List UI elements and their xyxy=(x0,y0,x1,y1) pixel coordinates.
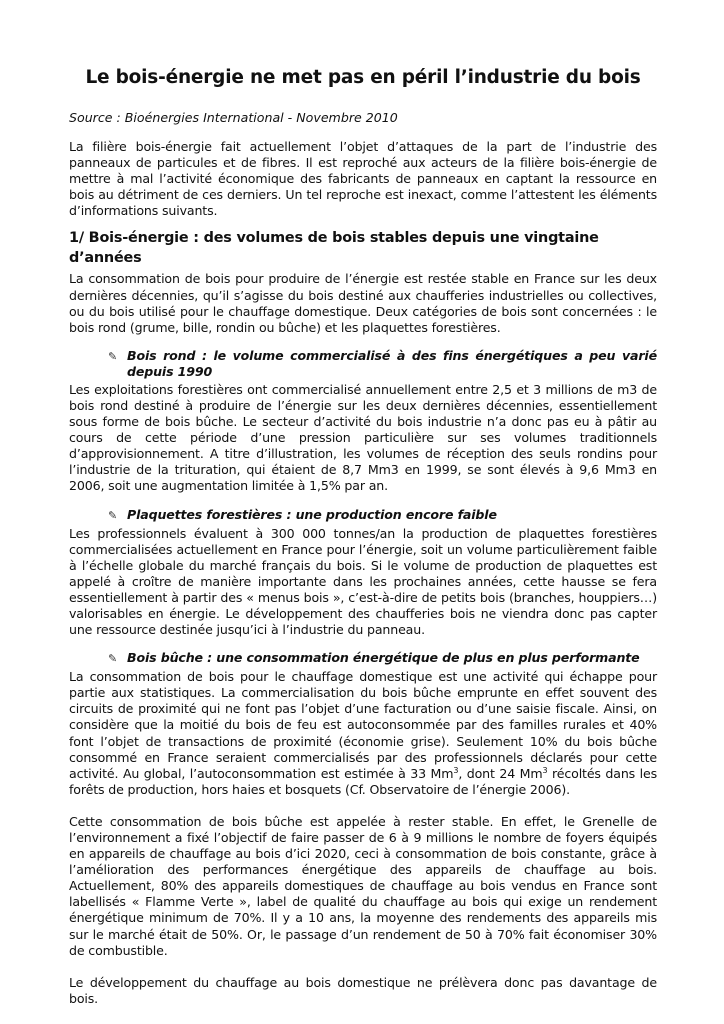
subsection-bois-rond-paragraph: Les exploitations forestières ont commercialisé annuellement entre 2,5 et 3 millions de m3 de bois rond destiné à produire de l’énergie sur les deux dernières décennies, essentiellement sous forme de bois bûche. Le secteur d’activité du bois industrie n’a donc pas eu à pâtir au cours de cette période d’une pression particulière sur ses volumes traditionnels d’approvisionnement. A titre d’illustration, les volumes de réception des seuls rondins pour l’industrie de la trituration, qui étaient de 8,7 Mm3 en 1999, se sont élevés à 9,6 Mm3 en 2006, soit une augmentation limitée à 1,5% par an. xyxy=(69,381,657,494)
subsection-heading-text: Bois rond : le volume commercialisé à des fins énergétiques a peu varié depuis 1990 xyxy=(127,347,657,379)
superscript: 3 xyxy=(453,765,459,775)
spacer xyxy=(69,959,657,975)
subsection-bois-buche-paragraph xyxy=(69,669,657,798)
paragraph-text: La consommation de bois pour le chauffage domestique est une activité qui échappe pour partie aux statistiques. La commercialisation du bois bûche emprunte en effet souvent des circuits de proximité qui ne font pas l’objet d’une facturation ou d’une saisie fiscale. Ainsi, on considère que la moitié du bois de feu est autoconsommée par des familles rurales et 40% font l’objet de transactions de proximité (économie grise). Seulement 10% du bois bûche consommé en France seraient commercialisés par des professionnels déclarés pour cette activité. Au global, l’autoconsommation est estimée à 33 Mm xyxy=(69,669,657,781)
subsection-bois-rond-heading xyxy=(69,348,657,379)
subsection-heading-text: Bois bûche : une consommation énergétique de plus en plus performante xyxy=(127,650,640,666)
conclusion-paragraph: Le développement du chauffage au bois domestique ne prélèvera donc pas davantage de bois. xyxy=(69,974,657,1006)
subsection-heading-text: Plaquettes forestières : une production encore faible xyxy=(127,506,497,522)
pencil-bullet-icon: ✎ xyxy=(108,652,118,666)
subsection-bois-buche-heading xyxy=(69,650,657,666)
subsection-plaquettes-heading xyxy=(69,507,657,523)
section-1-paragraph: La consommation de bois pour produire de l’énergie est restée stable en France sur les deux dernières décennies, qu’il s’agisse du bois destiné aux chaufferies industrielles ou collectives, ou du bois utilisé pour le chauffage domestique. Deux catégories de bois sont concernées : le bois rond (grume, bille, rondin ou bûche) et les plaquettes forestières. xyxy=(69,271,657,335)
source-line: Source : Bioénergies International - Novembre 2010 xyxy=(69,110,398,125)
superscript: 3 xyxy=(542,765,548,775)
intro-paragraph: La filière bois-énergie fait actuellement l’objet d’attaques de la part de l’industrie des panneaux de particules et de fibres. Il est reproché aux acteurs de la filière bois-énergie de mettre à mal l’activité économique des fabricants de panneaux en captant la ressource en bois au détriment de ces derniers. Un tel reproche est inexact, comme l’attestent les éléments d’informations suivants. xyxy=(69,139,657,219)
document-title: Le bois-énergie ne met pas en péril l’industrie du bois xyxy=(85,67,641,88)
pencil-bullet-icon: ✎ xyxy=(108,508,118,522)
pencil-bullet-icon: ✎ xyxy=(108,349,118,363)
section-1-heading: 1/ Bois-énergie : des volumes de bois stables depuis une vingtaine d’années xyxy=(69,230,599,267)
spacer xyxy=(69,798,657,814)
document-page xyxy=(69,60,657,1007)
paragraph-text: récoltés dans les forêts de production, hors haies et bosquets (Cf. Observatoire de l’énergie 2006). xyxy=(69,765,658,797)
paragraph-text: , dont 24 Mm xyxy=(458,765,543,781)
subsection-plaquettes-paragraph: Les professionnels évaluent à 300 000 tonnes/an la production de plaquettes forestières commercialisées actuellement en France pour l’énergie, soit un volume particulièrement faible à l’échelle globale du marché français du bois. Si le volume de production de plaquettes est appelé à croître de manière importante dans les prochaines années, cette hausse se fera essentiellement à partir des « menus bois », c’est-à-dire de petits bois (branches, houppiers…) valorisables en énergie. Le développement des chaufferies bois ne viendra donc pas capter une ressource destinée jusqu’ici à l’industrie du panneau. xyxy=(69,525,657,638)
bois-buche-paragraph-2: Cette consommation de bois bûche est appelée à rester stable. En effet, le Grenelle de l’environnement a fixé l’objectif de faire passer de 6 à 9 millions le nombre de foyers équipés en appareils de chauffage au bois d’ici 2020, ceci à consommation de bois constante, grâce à l’amélioration des performances énergétique des appareils de chauffage au bois. Actuellement, 80% des appareils domestiques de chauffage au bois vendus en France sont labellisés « Flamme Verte », label de qualité du chauffage au bois qui exige un rendement énergétique minimum de 70%. Il y a 10 ans, la moyenne des rendements des appareils mis sur le marché était de 50%. Or, le passage d’un rendement de 50 à 70% fait économiser 30% de combustible. xyxy=(69,813,657,958)
